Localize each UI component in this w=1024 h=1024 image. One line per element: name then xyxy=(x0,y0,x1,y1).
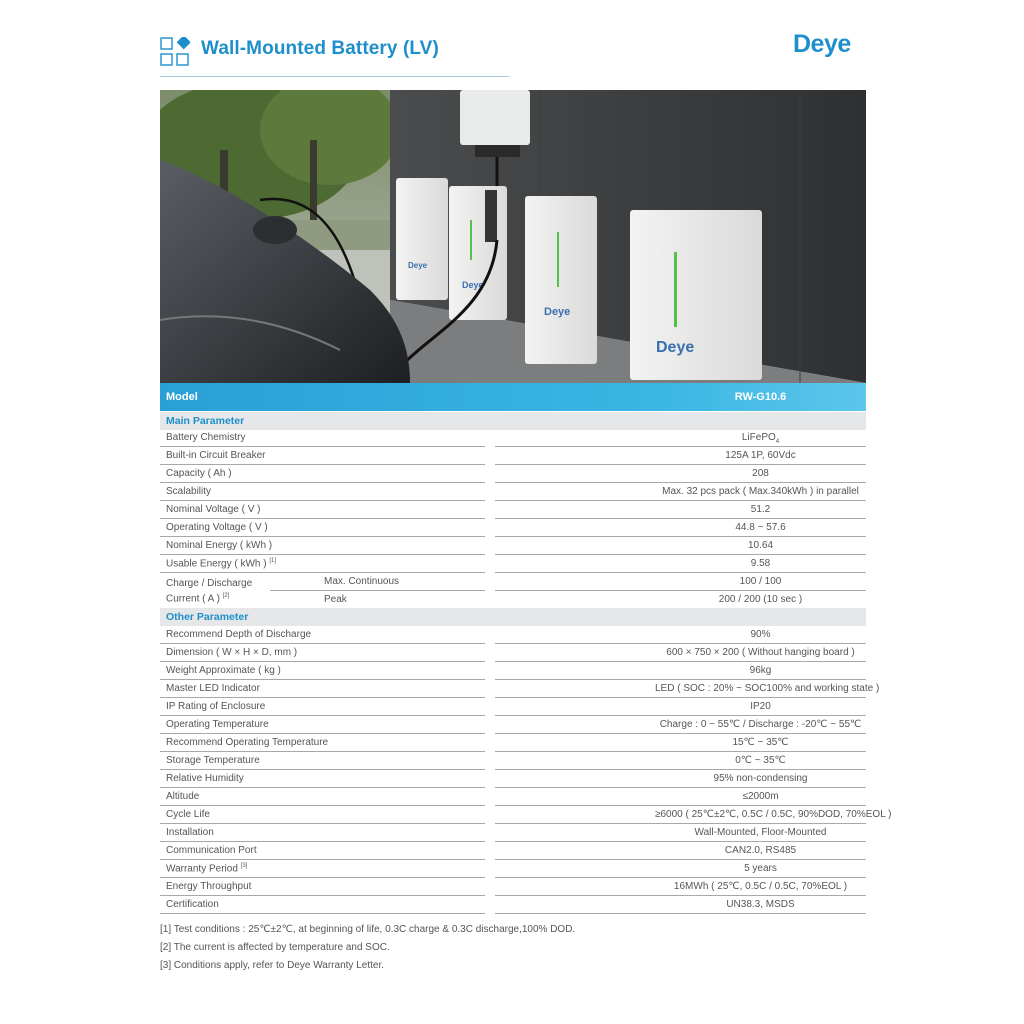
row-value: 9.58 xyxy=(750,558,771,569)
row-value: IP20 xyxy=(750,701,771,712)
battery-label: Deye xyxy=(462,280,484,290)
row-label: Nominal Voltage ( V ) xyxy=(166,504,261,515)
row-label: Master LED Indicator xyxy=(166,683,260,694)
row-label: Storage Temperature xyxy=(166,755,260,766)
table-row xyxy=(160,734,866,752)
row-label: Cycle Life xyxy=(166,809,210,820)
table-row xyxy=(160,483,866,501)
title-divider xyxy=(160,76,509,77)
row-value: 96kg xyxy=(749,665,772,676)
row-label: Scalability xyxy=(166,486,212,497)
table-row xyxy=(160,824,866,842)
row-value: 16MWh ( 25℃, 0.5C / 0.5C, 70%EOL ) xyxy=(673,881,848,892)
section-title: Other Parameter xyxy=(166,611,249,623)
row-value: 90% xyxy=(750,629,771,640)
footnote: [3] Conditions apply, refer to Deye Warranty Letter. xyxy=(160,960,384,971)
row-value: CAN2.0, RS485 xyxy=(724,845,797,856)
section-title: Main Parameter xyxy=(166,415,245,427)
row-value: ≥6000 ( 25℃±2℃, 0.5C / 0.5C, 90%DOD, 70%EOL ) xyxy=(655,809,892,820)
footnote-ref: [3] xyxy=(240,863,248,869)
row-value: 95% non-condensing xyxy=(713,773,808,784)
battery-label: Deye xyxy=(408,261,428,270)
section-main-parameter xyxy=(160,412,866,430)
row-value: 0℃ ~ 35℃ xyxy=(735,755,786,766)
table-row xyxy=(160,680,880,698)
battery-label: Deye xyxy=(544,306,571,318)
table-row xyxy=(160,644,866,662)
row-value: 600 × 750 × 200 ( Without hanging board ) xyxy=(666,647,855,658)
row-value: 5 years xyxy=(744,863,777,874)
row-value: 51.2 xyxy=(750,504,771,515)
table-row xyxy=(160,716,866,734)
row-label xyxy=(166,863,247,874)
row-value: 44.8 ~ 57.6 xyxy=(735,522,786,533)
row-label: Installation xyxy=(166,827,214,838)
row-value: 15℃ ~ 35℃ xyxy=(732,737,789,748)
table-row xyxy=(160,770,866,788)
row-value xyxy=(655,432,866,445)
row-label: Recommend Operating Temperature xyxy=(166,737,329,748)
row-label: IP Rating of Enclosure xyxy=(166,701,266,712)
row-value: ≤2000m xyxy=(742,791,779,802)
chemistry-formula: LiFePO xyxy=(741,432,776,443)
row-value: Max. 32 pcs pack ( Max.340kWh ) in parallel xyxy=(662,486,859,497)
row-value: LED ( SOC : 20% ~ SOC100% and working state ) xyxy=(655,683,880,694)
table-row xyxy=(160,878,866,896)
table-row xyxy=(160,752,866,770)
row-label: Operating Temperature xyxy=(166,719,269,730)
row-label: Operating Voltage ( V ) xyxy=(166,522,268,533)
row-label xyxy=(166,558,276,569)
footnote-ref: [2] xyxy=(222,593,230,599)
row-label: Capacity ( Ah ) xyxy=(166,468,232,479)
row-label: Altitude xyxy=(166,791,200,802)
table-row xyxy=(160,501,866,519)
row-value: 208 xyxy=(752,468,769,479)
table-row xyxy=(160,465,866,483)
model-header-row xyxy=(160,383,866,411)
current-label-line1: Charge / Discharge xyxy=(166,578,253,589)
table-row xyxy=(160,626,866,644)
current-label-line2: Current ( A ) xyxy=(166,593,220,605)
row-label: Certification xyxy=(166,899,219,910)
brand-name: Deye xyxy=(793,30,851,58)
row-label: Nominal Energy ( kWh ) xyxy=(166,540,273,551)
row-label: Weight Approximate ( kg ) xyxy=(166,665,281,676)
row-value: UN38.3, MSDS xyxy=(726,899,795,910)
table-row xyxy=(160,788,866,806)
row-value: 200 / 200 (10 sec ) xyxy=(718,594,803,605)
row-label: Communication Port xyxy=(166,845,257,856)
sub-label: Peak xyxy=(324,594,347,605)
row-label: Relative Humidity xyxy=(166,773,244,784)
table-row xyxy=(160,591,866,609)
footnote: [1] Test conditions : 25℃±2℃, at beginning of life, 0.3C charge & 0.3C discharge,100% DOD. xyxy=(160,924,576,935)
table-row xyxy=(160,662,866,680)
grid-logo-icon xyxy=(160,37,190,67)
row-value: Charge : 0 ~ 55℃ / Discharge : -20℃ ~ 55℃ xyxy=(659,719,862,730)
row-value: 125A 1P, 60Vdc xyxy=(725,450,796,461)
battery-scene-illustration xyxy=(160,90,866,383)
row-label: Battery Chemistry xyxy=(166,432,246,443)
row-value: 10.64 xyxy=(747,540,774,551)
table-row xyxy=(160,573,866,591)
row-value: Wall-Mounted, Floor-Mounted xyxy=(694,827,827,838)
row-label: Dimension ( W × H × D, mm ) xyxy=(166,647,298,658)
table-row xyxy=(160,537,866,555)
section-other-parameter xyxy=(160,608,866,626)
table-row xyxy=(160,896,866,914)
row-label: Built-in Circuit Breaker xyxy=(166,450,266,461)
usable-energy-label: Usable Energy ( kWh ) xyxy=(166,558,267,570)
row-label: Recommend Depth of Discharge xyxy=(166,629,312,640)
warranty-label: Warranty Period xyxy=(166,863,238,875)
footnote: [2] The current is affected by temperature and SOC. xyxy=(160,942,390,953)
page-title: Wall-Mounted Battery (LV) xyxy=(201,38,439,59)
table-row xyxy=(160,555,866,573)
table-row xyxy=(160,842,866,860)
brand-logo xyxy=(793,30,851,59)
chemistry-subscript: 4 xyxy=(775,439,780,445)
table-row xyxy=(160,860,866,878)
table-row xyxy=(160,519,866,537)
table-row xyxy=(160,447,866,465)
battery-label: Deye xyxy=(656,339,695,356)
model-label: Model xyxy=(166,391,198,403)
table-row xyxy=(160,429,866,447)
table-row xyxy=(160,698,866,716)
hero-image xyxy=(160,90,866,383)
row-label: Energy Throughput xyxy=(166,881,252,892)
footnote-ref: [1] xyxy=(269,558,277,564)
table-row xyxy=(160,806,892,824)
row-value: 100 / 100 xyxy=(739,576,782,587)
model-value: RW-G10.6 xyxy=(734,391,787,403)
sub-label: Max. Continuous xyxy=(324,576,400,587)
